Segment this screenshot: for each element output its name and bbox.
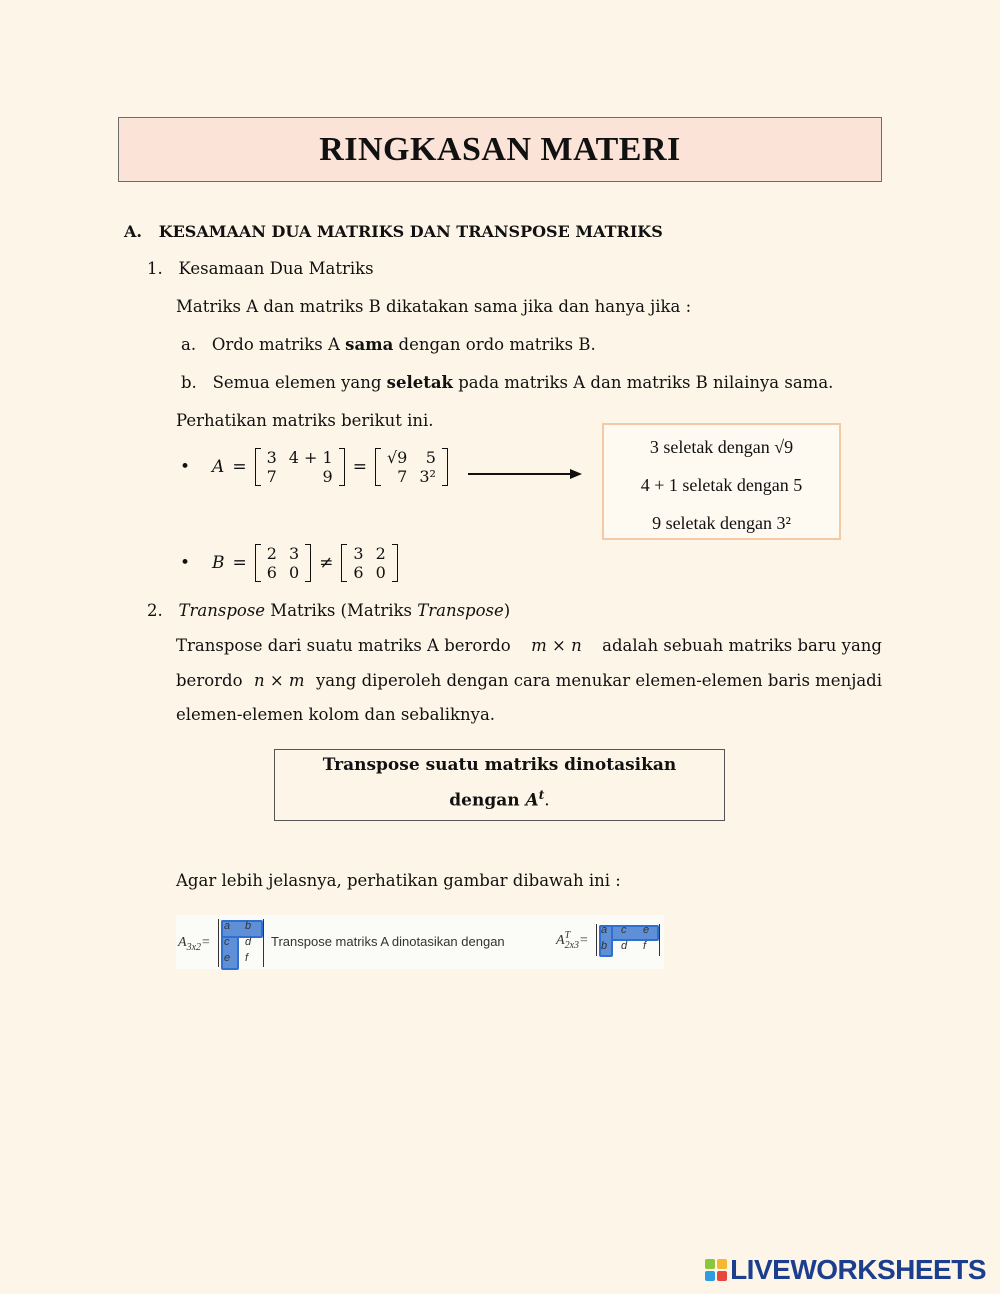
bullet-icon: • — [180, 553, 191, 573]
condition-b — [181, 375, 833, 392]
matrix-cell: 4 + 1 — [288, 448, 333, 467]
diagram-cell: a — [224, 920, 231, 932]
seletak-line-3: 9 seletak dengan 3² — [652, 513, 791, 533]
diagram-cell: a — [601, 924, 608, 936]
diagram-cell: d — [621, 940, 628, 952]
condition-b-bold: seletak — [386, 373, 453, 392]
diagram-cell: e — [224, 952, 231, 964]
section-a-heading — [124, 224, 663, 240]
equation-a — [180, 448, 448, 486]
eq1-lhs: A — [212, 457, 225, 477]
item2-title-mid: Matriks (Matriks — [265, 601, 418, 620]
page-title: RINGKASAN MATERI — [319, 130, 681, 168]
eq2-not-equal: ≠ — [319, 553, 334, 573]
note-period: . — [544, 790, 550, 811]
diagram-left-letter: A — [178, 935, 187, 950]
matrix-a-left — [255, 448, 345, 486]
item2-title-italic: Transpose — [178, 601, 266, 620]
diagram-left-matrix — [218, 919, 264, 967]
item1-number: 1. — [147, 259, 163, 278]
matrix-cell: 2 — [266, 544, 277, 563]
matrix-cell: 7 — [266, 467, 277, 486]
matrix-b-left — [255, 544, 311, 582]
note-math: A — [525, 790, 539, 811]
eq1-equals: = — [232, 457, 247, 477]
diagram-left-label: $A_{3x2}=$ — [178, 935, 211, 953]
condition-a-text1: Ordo matriks A — [211, 335, 346, 354]
p2-math: n × m — [253, 671, 305, 690]
matrix-b-right — [341, 544, 397, 582]
item2-number: 2. — [147, 601, 163, 620]
eq1-equals-2: = — [352, 457, 367, 477]
diagram-left-sub: 3x2 — [186, 941, 202, 953]
diagram-cell: b — [245, 920, 252, 932]
transpose-diagram — [176, 915, 664, 969]
logo-text: LIVEWORKSHEETS — [730, 1254, 986, 1285]
diagram-right-matrix — [596, 924, 660, 956]
diagram-cell: f — [245, 952, 249, 964]
seletak-line-1: 3 seletak dengan √9 — [649, 437, 794, 457]
diagram-right-sub: 2x3 — [564, 940, 580, 951]
diagram-cell: c — [621, 924, 627, 936]
liveworksheets-icon — [704, 1258, 728, 1282]
matrix-cell: 5 — [425, 448, 436, 467]
eq2-equals: = — [232, 553, 247, 573]
item2-heading — [147, 603, 510, 620]
diagram-cell: b — [601, 940, 608, 952]
p2-text1: berordo — [176, 671, 243, 690]
condition-b-text2: pada matriks A dan matriks B nilainya sama. — [452, 373, 834, 392]
diagram-cell: f — [643, 940, 647, 952]
diagram-right-label: A T 2x3 = — [556, 930, 589, 951]
matrix-cell: 7 — [397, 467, 408, 486]
section-a-title: KESAMAAN DUA MATRIKS DAN TRANSPOSE MATRIKS — [158, 222, 663, 241]
matrix-a-right — [375, 448, 448, 486]
diagram-right-letter: A — [556, 933, 565, 949]
condition-a — [181, 337, 596, 354]
condition-a-label: a. — [181, 335, 197, 354]
diagram-cell: d — [245, 936, 252, 948]
note-line-1: Transpose suatu matriks dinotasikan — [322, 755, 677, 775]
item1-title: Kesamaan Dua Matriks — [178, 259, 374, 278]
observe-text: Perhatikan matriks berikut ini. — [176, 411, 434, 430]
condition-b-text1: Semua elemen yang — [212, 373, 387, 392]
condition-a-bold: sama — [345, 335, 394, 354]
item1-heading — [147, 261, 374, 278]
liveworksheets-logo[interactable] — [704, 1254, 986, 1286]
note-line-2 — [275, 788, 724, 811]
matrix-cell: 9 — [322, 467, 333, 486]
p1-math: m × n — [531, 636, 582, 655]
matrix-cell: 0 — [375, 563, 386, 582]
matrix-cell: 3 — [266, 448, 277, 467]
diagram-cell: c — [224, 936, 230, 948]
section-a-label: A. — [124, 222, 142, 241]
seletak-box — [602, 423, 841, 540]
matrix-cell: 0 — [288, 563, 300, 582]
matrix-cell: 6 — [353, 563, 364, 582]
bullet-icon: • — [180, 457, 191, 477]
p1-text2: adalah sebuah matriks baru yang — [602, 636, 882, 655]
title-banner — [118, 117, 882, 182]
p2-text2: yang diperoleh dengan cara menukar elemen-elemen baris menjadi — [315, 671, 882, 690]
matrix-cell: 6 — [266, 563, 277, 582]
item2-title-end: ) — [503, 601, 511, 620]
item2-paragraph-line1 — [176, 638, 882, 655]
p1-text1: Transpose dari suatu matriks A berordo — [176, 636, 511, 655]
diagram-caption: Transpose matriks A dinotasikan dengan — [271, 934, 505, 949]
eq2-lhs: B — [212, 553, 225, 573]
matrix-cell: 3 — [288, 544, 300, 563]
closing-text: Agar lebih jelasnya, perhatikan gambar dibawah ini : — [176, 871, 621, 890]
transpose-note-box — [274, 749, 725, 821]
condition-b-label: b. — [181, 373, 197, 392]
item2-title-italic-2: Transpose — [417, 601, 504, 620]
arrow-right-icon — [466, 466, 584, 482]
diagram-cell: e — [643, 924, 650, 936]
matrix-cell: 2 — [375, 544, 386, 563]
item2-paragraph-line3: elemen-elemen kolom dan sebaliknya. — [176, 705, 496, 724]
equation-b — [180, 544, 398, 582]
diagram-right-sup: T — [564, 930, 571, 941]
matrix-cell: 3 — [353, 544, 364, 563]
seletak-line-2: 4 + 1 seletak dengan 5 — [640, 475, 803, 495]
note-sup: t — [538, 788, 545, 802]
note-line-2-text: dengan — [449, 790, 526, 811]
condition-a-text2: dengan ordo matriks B. — [393, 335, 596, 354]
item1-intro: Matriks A dan matriks B dikatakan sama jika dan hanya jika : — [176, 297, 692, 316]
item2-paragraph-line2 — [176, 673, 882, 690]
matrix-cell: 3² — [419, 467, 436, 486]
matrix-cell: √9 — [386, 448, 408, 467]
